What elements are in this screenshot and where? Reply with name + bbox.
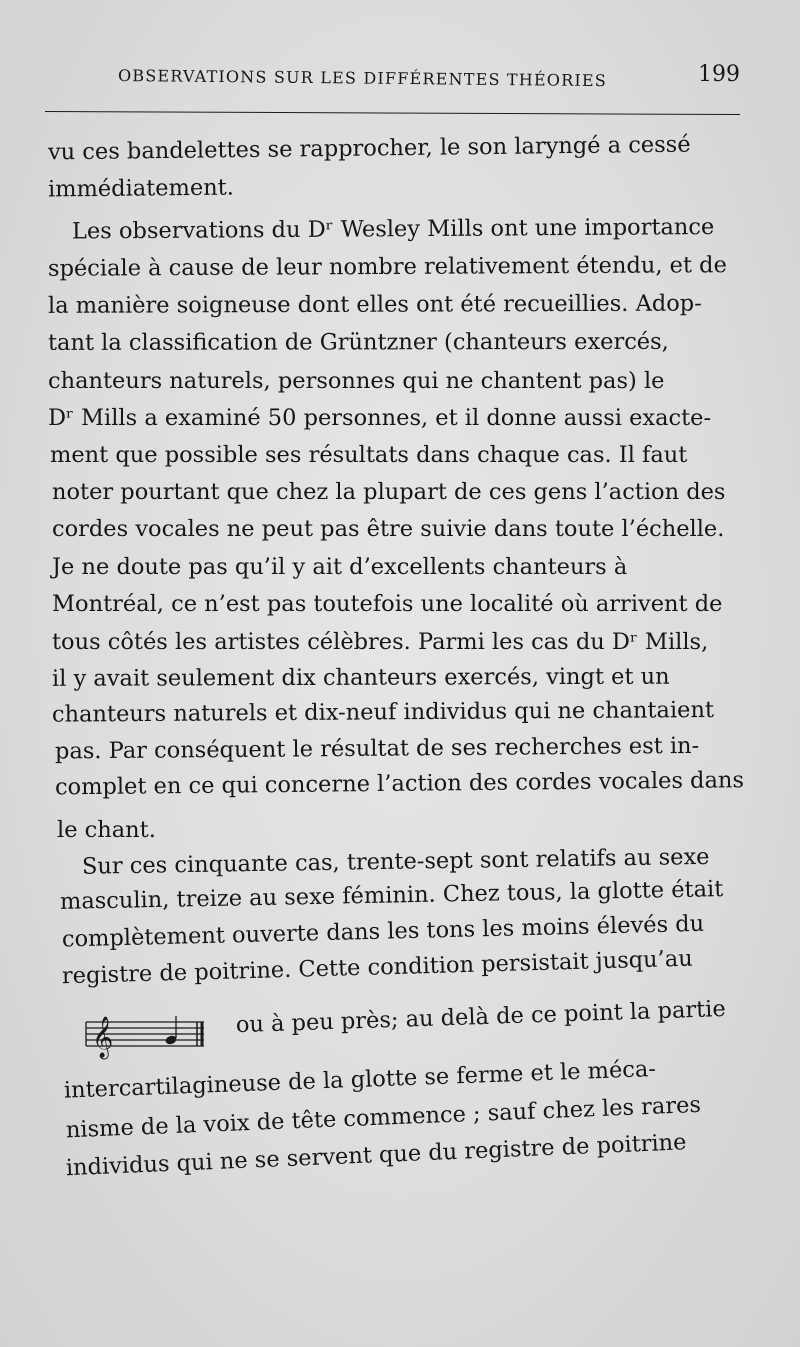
text-line: Les observations du Dʳ Wesley Mills ont une importance [71, 214, 715, 245]
text-line: complet en ce qui concerne l’action des cordes vocales dans [54, 767, 745, 801]
text-line: Montréal, ce n’est pas toutefois une localité où arrivent de [52, 591, 723, 617]
page-number: 199 [698, 62, 740, 87]
treble-clef-icon: 𝄞 [92, 1017, 114, 1058]
text-line: tous côtés les artistes célèbres. Parmi les cas du Dʳ Mills, [52, 629, 709, 655]
text-line: Dʳ Mills a examiné 50 personnes, et il donne aussi exacte- [48, 405, 712, 431]
text-line: Sur ces cinquante cas, trente-sept sont relatifs au sexe [81, 843, 710, 880]
text-line: chanteurs naturels, personnes qui ne chantent pas) le [48, 368, 665, 394]
text-line: nisme de la voix de tête commence ; sauf chez les rares [65, 1091, 702, 1144]
running-title: OBSERVATIONS SUR LES DIFFÉRENTES THÉORIES [117, 66, 608, 91]
text-line: pas. Par conséquent le résultat de ses recherches est in- [54, 732, 700, 765]
text-line: ou à peu près; au delà de ce point la partie [235, 995, 727, 1039]
text-line: il y avait seulement dix chanteurs exercés, vingt et un [51, 663, 670, 692]
text-line: spéciale à cause de leur nombre relativement étendu, et de [47, 252, 727, 282]
text-line: noter pourtant que chez la plupart de ces gens l’action des [52, 479, 726, 505]
text-line: cordes vocales ne peut pas être suivie dans toute l’échelle. [52, 516, 725, 542]
text-line: immédiatement. [47, 174, 235, 203]
text-line: le chant. [57, 817, 156, 843]
text-line: la manière soigneuse dont elles ont été recueillies. Adop- [47, 290, 702, 319]
text-line: Je ne doute pas qu’il y ait d’excellents chanteurs à [52, 554, 628, 580]
text-line: chanteurs naturels et dix-neuf individus qui ne chantaient [51, 697, 715, 728]
text-line: vu ces bandelettes se rapprocher, le son laryngé a cessé [47, 131, 691, 166]
text-line: masculin, treize au sexe féminin. Chez tous, la glotte était [59, 876, 724, 915]
text-line: individus qui ne se servent que du registre de poitrine [65, 1129, 687, 1182]
text-line: ment que possible ses résultats dans chaque cas. Il faut [50, 442, 688, 468]
text-line: complètement ouverte dans les tons les moins élevés du [61, 910, 705, 953]
text-line: tant la classification de Grüntzner (chanteurs exercés, [47, 328, 669, 356]
text-line: registre de poitrine. Cette condition persistait jusqu’au [61, 945, 694, 990]
musical-note-figure [80, 1010, 208, 1060]
text-line: intercartilagineuse de la glotte se ferme et le méca- [63, 1055, 657, 1104]
